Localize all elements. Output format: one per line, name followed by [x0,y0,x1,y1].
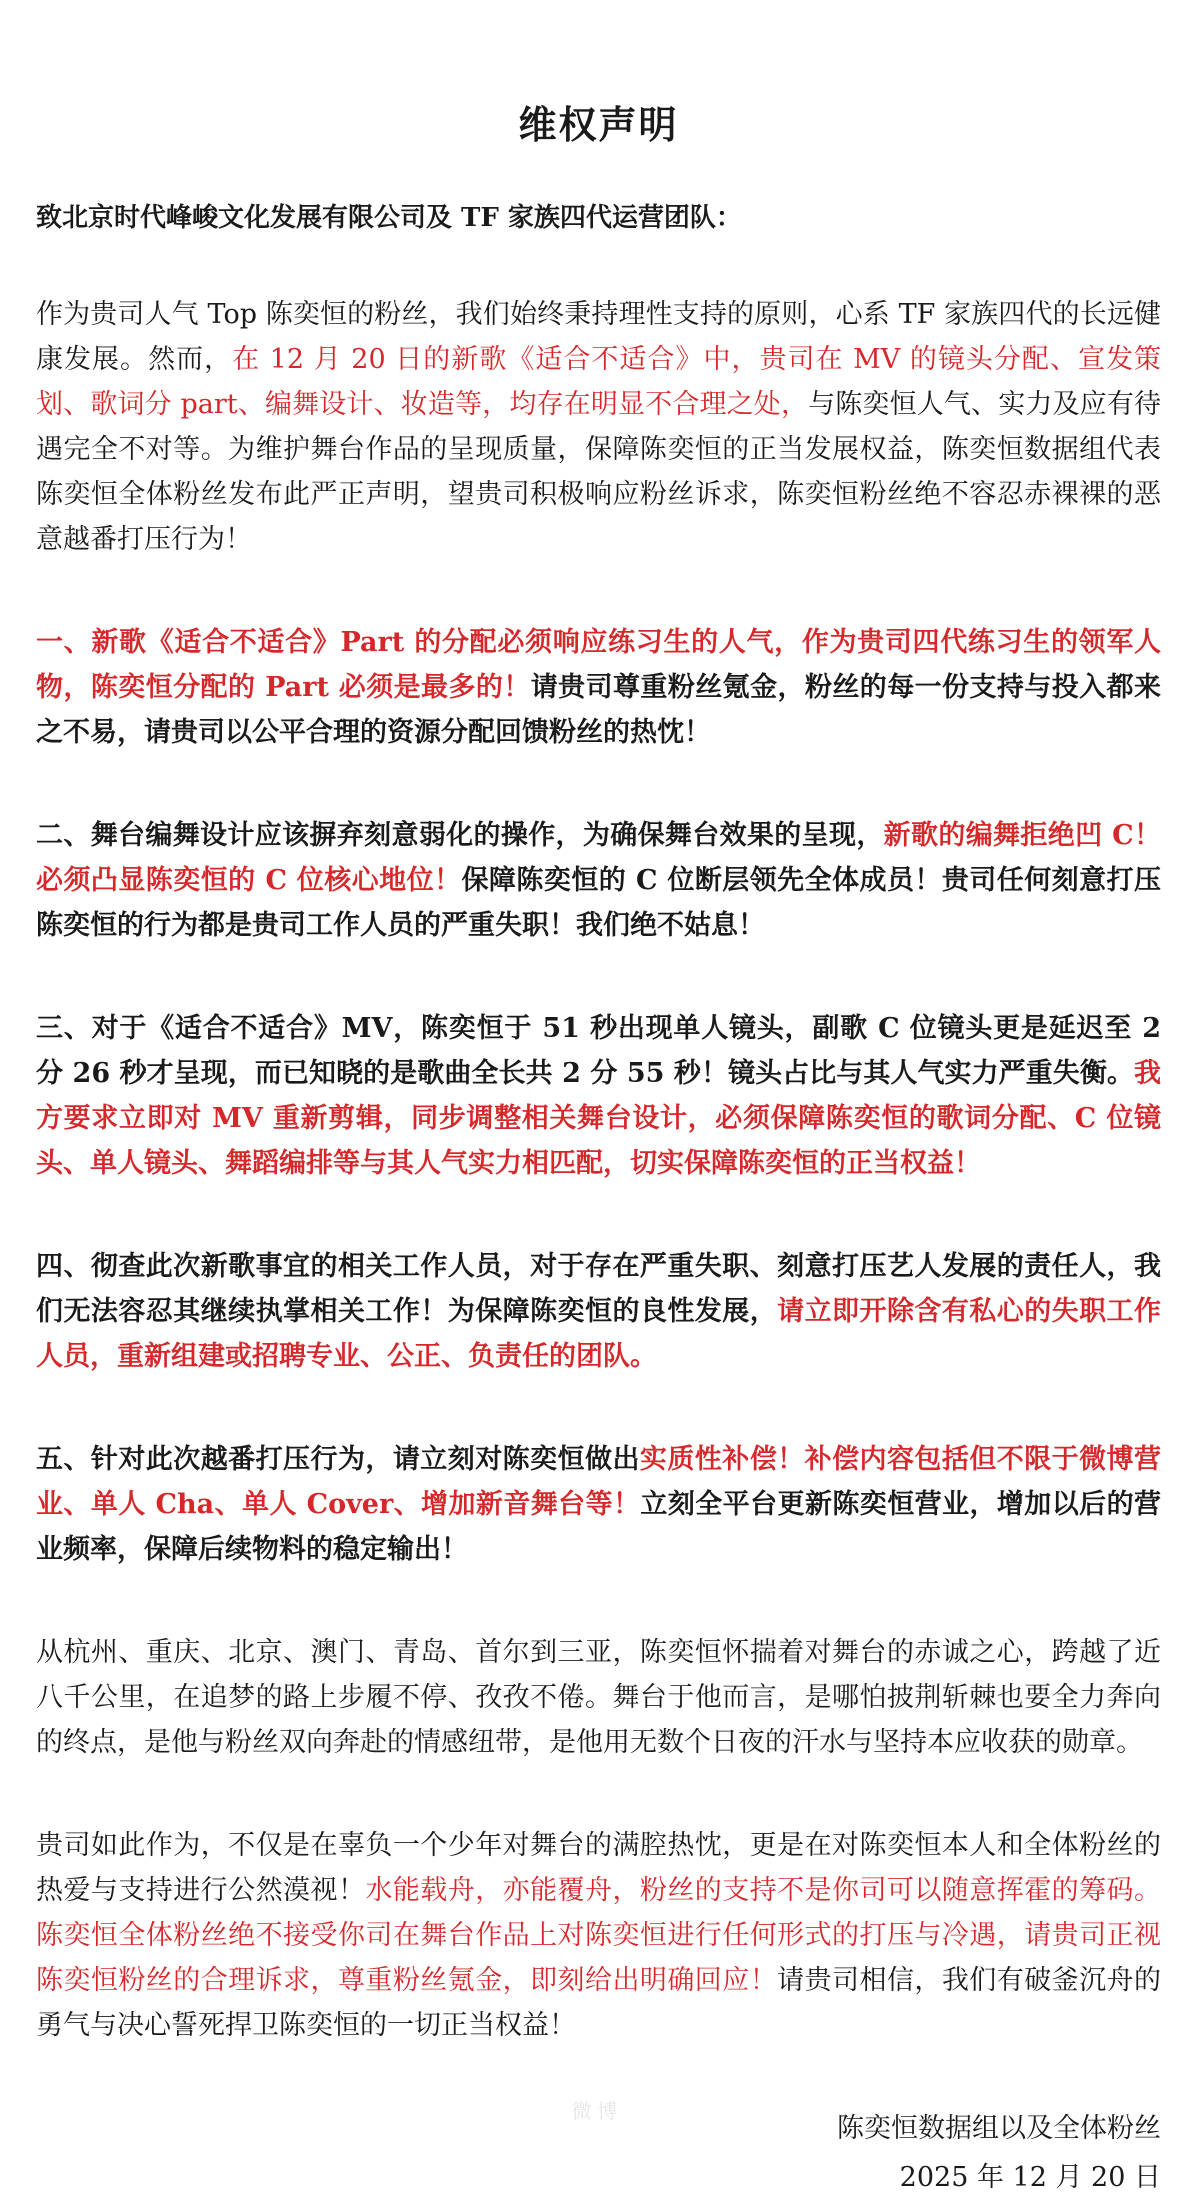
demand-2-text-1: 二、舞台编舞设计应该摒弃刻意弱化的操作，为确保舞台效果的呈现， [36,820,884,851]
demand-2-paragraph [36,813,1161,948]
signature: 陈奕恒数据组以及全体粉丝 [837,2113,1161,2144]
intro-text-2: 与陈奕恒人气、实力及应有待遇完全不对等。为维护舞台作品的呈现质量，保障陈奕恒的正当发展权益，陈奕恒数据组代表陈奕恒全体粉丝发布此严正声明，望贵司积极响应粉丝诉求，陈奕恒粉丝绝不容忍赤裸裸的恶意越番打压行为！ [36,389,1161,555]
intro-paragraph [36,292,1161,562]
watermark: 微博 [571,2099,624,2123]
demand-3-text: 三、对于《适合不适合》MV，陈奕恒于 51 秒出现单人镜头，副歌 C 位镜头更是延迟至 2 分 26 秒才呈现，而已知晓的是歌曲全长共 2 分 55 秒！镜头占比与其人气实力严重失衡。 [36,1013,1161,1089]
demand-3-highlight: 我方要求立即对 MV 重新剪辑，同步调整相关舞台设计，必须保障陈奕恒的歌词分配、C 位镜头、单人镜头、舞蹈编排等与其人气实力相匹配，切实保障陈奕恒的正当权益！ [36,1058,1161,1179]
demand-2-highlight: 新歌的编舞拒绝凹 C！必须凸显陈奕恒的 C 位核心地位！ [36,820,1162,896]
demand-1-paragraph [36,620,1161,755]
demand-4-highlight: 请立即开除含有私心的失职工作人员，重新组建或招聘专业、公正、负责任的团队。 [36,1296,1162,1372]
statement-title: 维权声明 [518,102,679,147]
demand-3-paragraph [36,1006,1161,1186]
demand-4-paragraph [36,1244,1161,1379]
demand-1-prefix: 一、 [36,627,92,658]
closing-highlight: 水能载舟，亦能覆舟，粉丝的支持不是你司可以随意挥霍的筹码。陈奕恒全体粉丝绝不接受你司在舞台作品上对陈奕恒进行任何形式的打压与冷遇，请贵司正视陈奕恒粉丝的合理诉求，尊重粉丝氪金，即刻给出明确回应！ [36,1875,1162,1996]
intro-highlight: 在 12 月 20 日的新歌《适合不适合》中，贵司在 MV 的镜头分配、宣发策划、歌词分 part、编舞设计、妆造等，均存在明显不合理之处， [36,344,1162,420]
closing-paragraph [36,1823,1161,2048]
demand-5-text-2: 立刻全平台更新陈奕恒营业，增加以后的营业频率，保障后续物料的稳定输出！ [36,1489,1161,1565]
demand-4-text: 四、彻查此次新歌事宜的相关工作人员，对于存在严重失职、刻意打压艺人发展的责任人，我们无法容忍其继续执掌相关工作！为保障陈奕恒的良性发展， [36,1251,1161,1327]
demand-5-paragraph [36,1437,1161,1572]
closing-text-2: 请贵司相信，我们有破釜沉舟的勇气与决心誓死捍卫陈奕恒的一切正当权益！ [36,1965,1162,2041]
closing-text-1: 贵司如此作为，不仅是在辜负一个少年对舞台的满腔热忱，更是在对陈奕恒本人和全体粉丝的热爱与支持进行公然漠视！ [36,1830,1161,1906]
journey-paragraph: 从杭州、重庆、北京、澳门、青岛、首尔到三亚，陈奕恒怀揣着对舞台的赤诚之心，跨越了近八千公里，在追梦的路上步履不停、孜孜不倦。舞台于他而言，是哪怕披荆斩棘也要全力奔向的终点，是他与粉丝双向奔赴的情感纽带，是他用无数个日夜的汗水与坚持本应收获的勋章。 [36,1637,1161,1758]
demand-1-text: 请贵司尊重粉丝氪金，粉丝的每一份支持与投入都来之不易，请贵司以公平合理的资源分配回馈粉丝的热忱！ [36,672,1161,748]
demand-5-text-1: 五、针对此次越番打压行为，请立刻对陈奕恒做出 [36,1444,640,1475]
demand-2-text-2: 保障陈奕恒的 C 位断层领先全体成员！贵司任何刻意打压陈奕恒的行为都是贵司工作人员的严重失职！我们绝不姑息！ [36,865,1161,941]
statement-date: 2025 年 12 月 20 日 [899,2162,1161,2193]
demand-5-highlight: 实质性补偿！补偿内容包括但不限于微博营业、单人 Cha、单人 Cover、增加新音舞台等！ [36,1444,1162,1520]
intro-text-1: 作为贵司人气 Top 陈奕恒的粉丝，我们始终秉持理性支持的原则，心系 TF 家族四代的长远健康发展。然而， [36,299,1161,375]
demand-1-highlight: 新歌《适合不适合》Part 的分配必须响应练习生的人气，作为贵司四代练习生的领军人物，陈奕恒分配的 Part 必须是最多的！ [36,627,1161,703]
statement-addressee: 致北京时代峰峻文化发展有限公司及 TF 家族四代运营团队： [36,203,742,233]
